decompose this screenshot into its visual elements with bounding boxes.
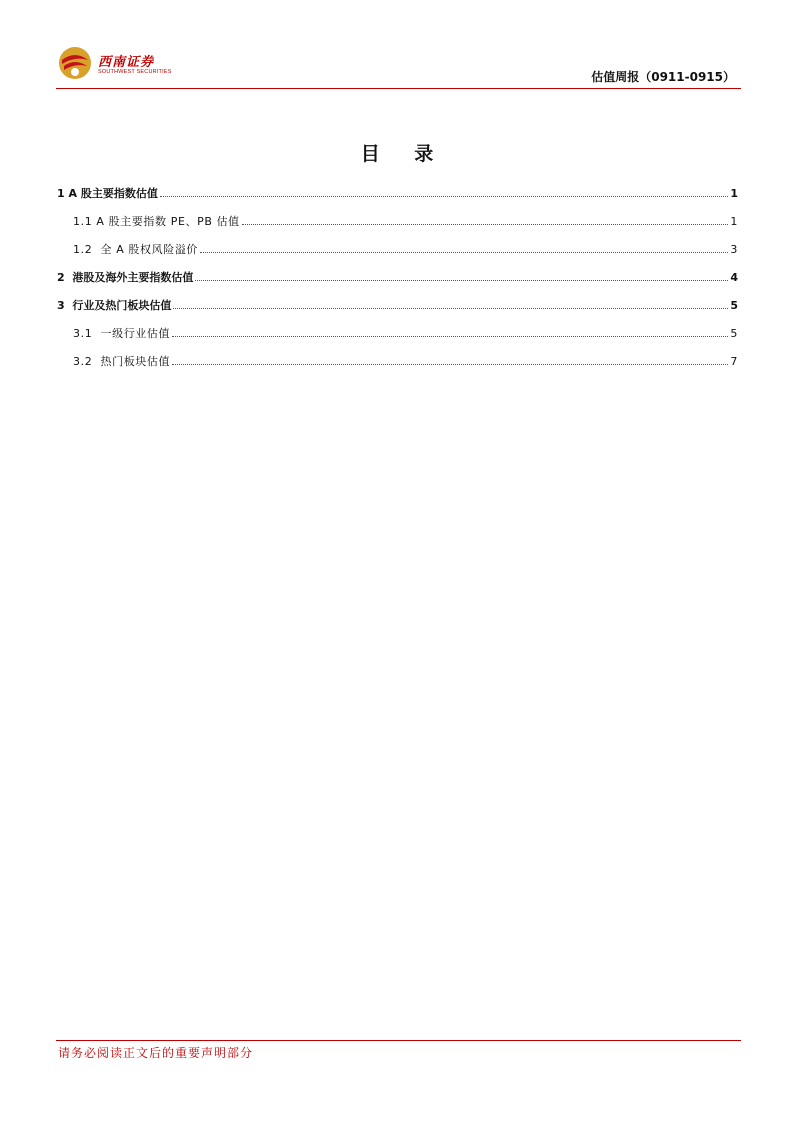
toc-entry-number: 2	[57, 271, 65, 284]
toc-entry-title: 热门板块估值	[100, 355, 171, 368]
toc-entry-number: 3.2	[73, 355, 93, 368]
toc-leader-dots	[173, 307, 728, 309]
toc-leader-dots	[242, 223, 729, 225]
toc-entry-number: 1.1	[73, 215, 93, 228]
toc-entry-page: 7	[730, 355, 738, 368]
toc-entry-title: 全 A 股权风险溢价	[100, 243, 199, 256]
toc-entry-number: 1.2	[73, 243, 93, 256]
toc-entry[interactable]	[57, 296, 738, 324]
toc-entry-page: 4	[730, 271, 738, 284]
toc-entry-title: A 股主要指数 PE、PB 估值	[96, 215, 240, 228]
header-divider	[56, 88, 741, 89]
toc-leader-dots	[172, 363, 728, 365]
toc-leader-dots	[200, 251, 728, 253]
toc-entry-page: 3	[730, 243, 738, 256]
toc-leader-dots	[172, 335, 728, 337]
toc-entry-page: 5	[730, 327, 738, 340]
toc-entry[interactable]	[57, 212, 738, 240]
footer-disclaimer: 请务必阅读正文后的重要声明部分	[58, 1046, 254, 1060]
toc-entry-title: 行业及热门板块估值	[72, 299, 172, 312]
toc-entry-title: A 股主要指数估值	[68, 187, 158, 200]
toc-entry-number: 3	[57, 299, 65, 312]
toc-entry[interactable]	[57, 324, 738, 352]
footer-divider	[56, 1040, 741, 1041]
company-logo	[58, 46, 178, 82]
toc-entry-title: 一级行业估值	[100, 327, 171, 340]
toc-entry[interactable]	[57, 352, 738, 380]
toc-leader-dots	[160, 195, 729, 197]
southwest-securities-logo-icon	[58, 46, 92, 80]
toc-heading: 目 录	[360, 143, 448, 165]
toc-entry[interactable]	[57, 240, 738, 268]
toc-entry-page: 5	[730, 299, 738, 312]
report-title: 估值周报（0911-0915）	[591, 70, 735, 84]
toc-entry-number: 3.1	[73, 327, 93, 340]
logo-english-name: SOUTHWEST SECURITIES	[98, 69, 172, 75]
toc-entry-page: 1	[730, 187, 738, 200]
table-of-contents	[57, 184, 738, 380]
toc-entry[interactable]	[57, 184, 738, 212]
toc-entry-page: 1	[730, 215, 738, 228]
toc-entry-title: 港股及海外主要指数估值	[72, 271, 194, 284]
toc-entry[interactable]	[57, 268, 738, 296]
toc-leader-dots	[195, 279, 728, 281]
toc-entry-number: 1	[57, 187, 65, 200]
page-header	[56, 44, 741, 88]
logo-chinese-name: 西南证券	[98, 55, 155, 70]
